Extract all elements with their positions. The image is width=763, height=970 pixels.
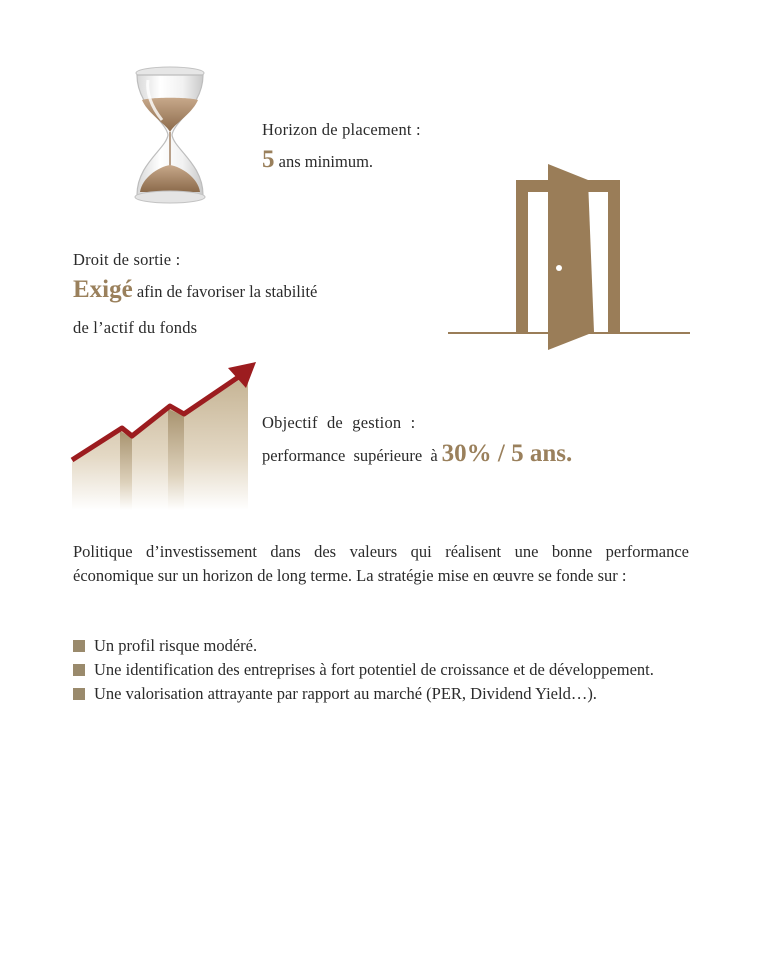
horizon-value-rest: ans minimum. xyxy=(274,152,374,171)
hourglass-icon xyxy=(128,66,212,204)
growth-chart-icon xyxy=(70,358,262,510)
horizon-value xyxy=(262,146,373,174)
sortie-label: Droit de sortie : xyxy=(73,250,181,269)
sortie-value: Exigé xyxy=(73,276,133,303)
list-item-text: Une identification des entreprises à fort potentiel de croissance et de développement. xyxy=(94,660,654,679)
objectif-line-rest: performance supérieure à xyxy=(262,446,438,465)
square-bullet-icon xyxy=(73,640,85,652)
square-bullet-icon xyxy=(73,664,85,676)
sortie-line2: de l’actif du fonds xyxy=(73,318,198,337)
horizon-years: 5 xyxy=(262,146,275,173)
list-item-text: Un profil risque modéré. xyxy=(94,636,258,655)
list-item xyxy=(73,682,689,705)
list-item-text: Une valorisation attrayante par rapport au marché (PER, Dividend Yield…). xyxy=(94,684,597,703)
list-item xyxy=(73,658,689,681)
list-item xyxy=(73,634,689,657)
square-bullet-icon xyxy=(73,688,85,700)
sortie-line1 xyxy=(73,276,317,304)
politique-paragraph: Politique d’investissement dans des valeurs qui réalisent une bonne performance économique sur un horizon de long terme. La stratégie mise en œuvre se fonde sur : xyxy=(73,542,689,585)
sortie-line1-rest: afin de favoriser la stabilité xyxy=(132,282,318,301)
objectif-value: 30% / 5 ans. xyxy=(441,440,573,467)
open-door-icon xyxy=(448,162,690,354)
objectif-label: Objectif de gestion : xyxy=(262,413,416,432)
horizon-label: Horizon de placement : xyxy=(262,120,421,139)
strategy-list xyxy=(73,634,689,706)
objectif-line xyxy=(262,440,572,468)
